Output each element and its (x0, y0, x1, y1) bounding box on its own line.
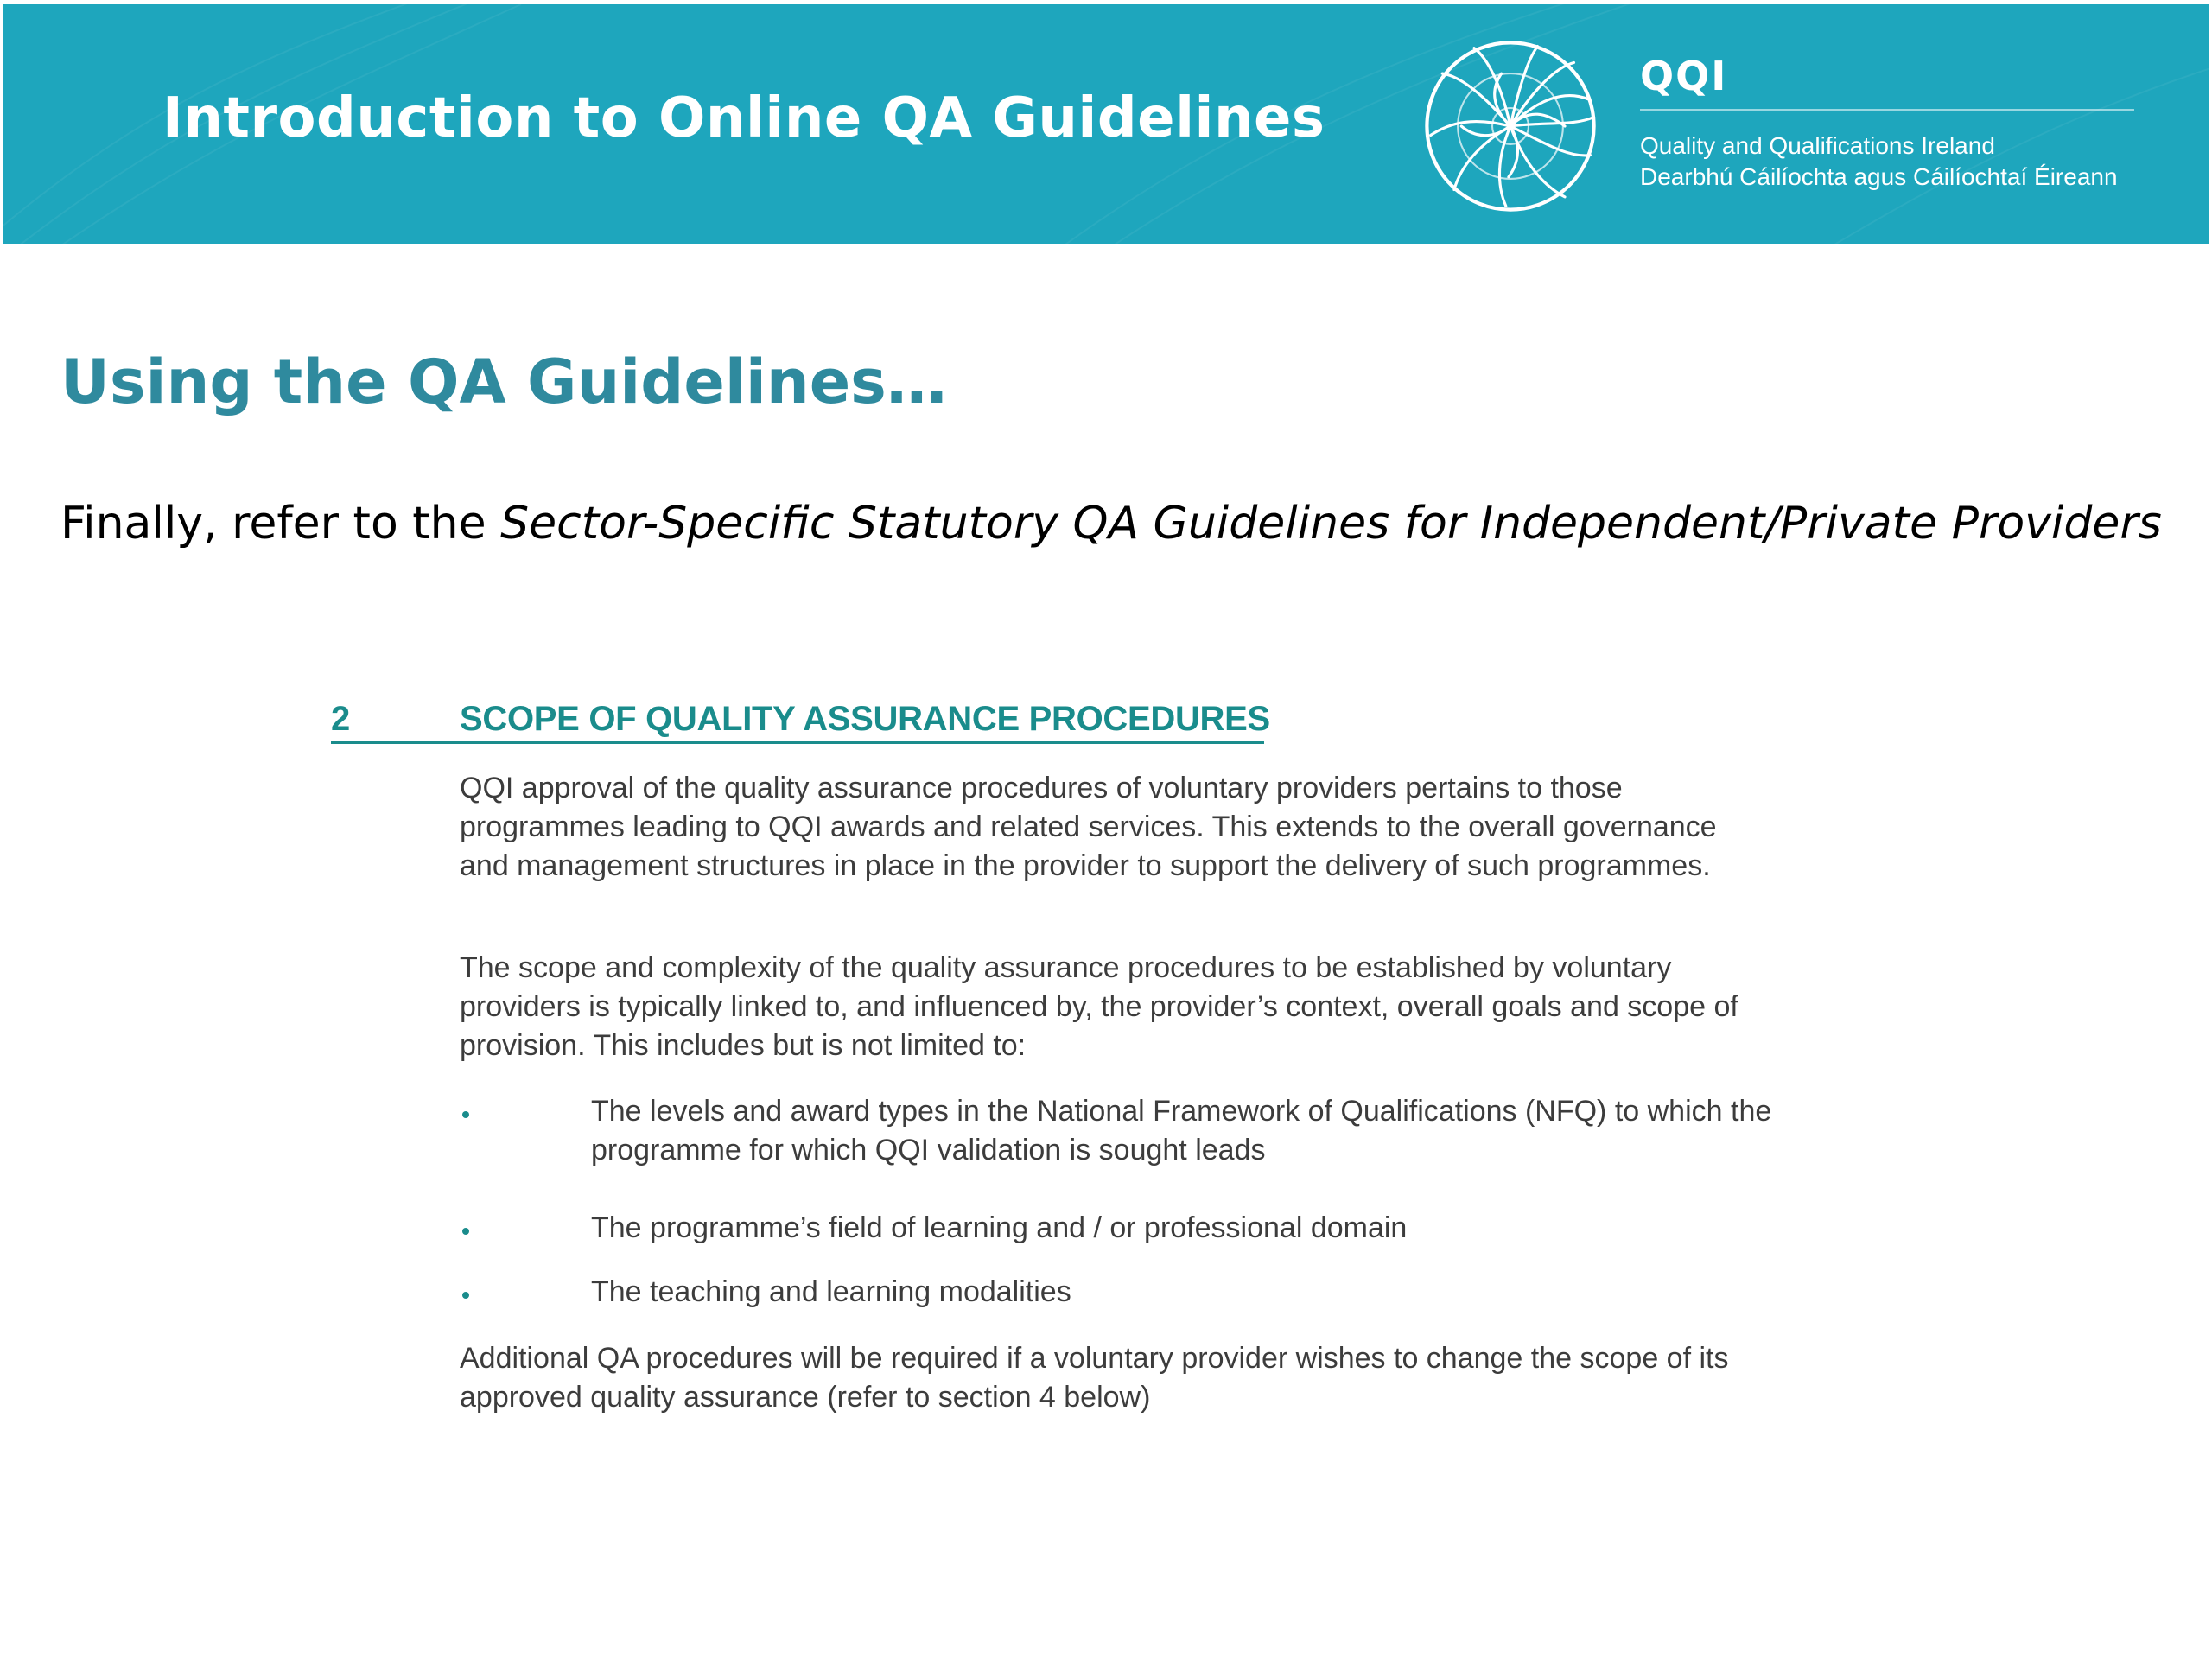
logo-tagline-english: Quality and Qualifications Ireland (1640, 132, 1995, 159)
bullet-item-1: The levels and award types in the National Framework of Qualifications (NFQ) to which the programme for which QQI validation is sought leads (591, 1095, 1772, 1166)
header-banner (3, 4, 2209, 244)
logo-tagline-irish: Dearbhú Cáilíochta agus Cáilíochtaí Éireann (1640, 163, 2118, 190)
section-underline (331, 741, 1264, 744)
paragraph-2: The scope and complexity of the quality assurance procedures to be established by voluntary providers is typically linked to, and influenced by, the provider’s context, overall goals and scope of provision. This includes but is not limited to: (460, 951, 1738, 1062)
bullet-item-3: The teaching and learning modalities (591, 1275, 1071, 1308)
bullet-dot (462, 1111, 469, 1118)
guidelines-title: Sector-Specific Statutory QA Guidelines for Independent/Private Providers (500, 498, 2162, 550)
bullet-item-2: The programme’s field of learning and / or professional domain (591, 1211, 1408, 1244)
slide-heading: Using the QA Guidelines… (60, 346, 947, 417)
paragraph-3: Additional QA procedures will be required if a voluntary provider wishes to change the scope of its approved quality assurance (refer to section 4 below) (460, 1342, 1729, 1414)
banner-title: Introduction to Online QA Guidelines (162, 86, 1325, 150)
intro-prefix: Finally, refer to the (60, 498, 501, 550)
intro-text (60, 498, 2162, 550)
logo-divider (1640, 109, 2134, 111)
paragraph-1: QQI approval of the quality assurance procedures of voluntary providers pertains to those programmes leading to QQI awards and related services. This extends to the overall governance and management structures in place in the provider to support the delivery of such programmes. (460, 772, 1717, 882)
logo-brand: QQI (1640, 53, 1728, 99)
qqi-swirl-logo-icon (1420, 35, 1601, 217)
section-title: SCOPE OF QUALITY ASSURANCE PROCEDURES (460, 700, 1270, 738)
bullet-dot (462, 1292, 469, 1299)
section-number: 2 (331, 700, 351, 738)
bullet-dot (462, 1228, 469, 1235)
